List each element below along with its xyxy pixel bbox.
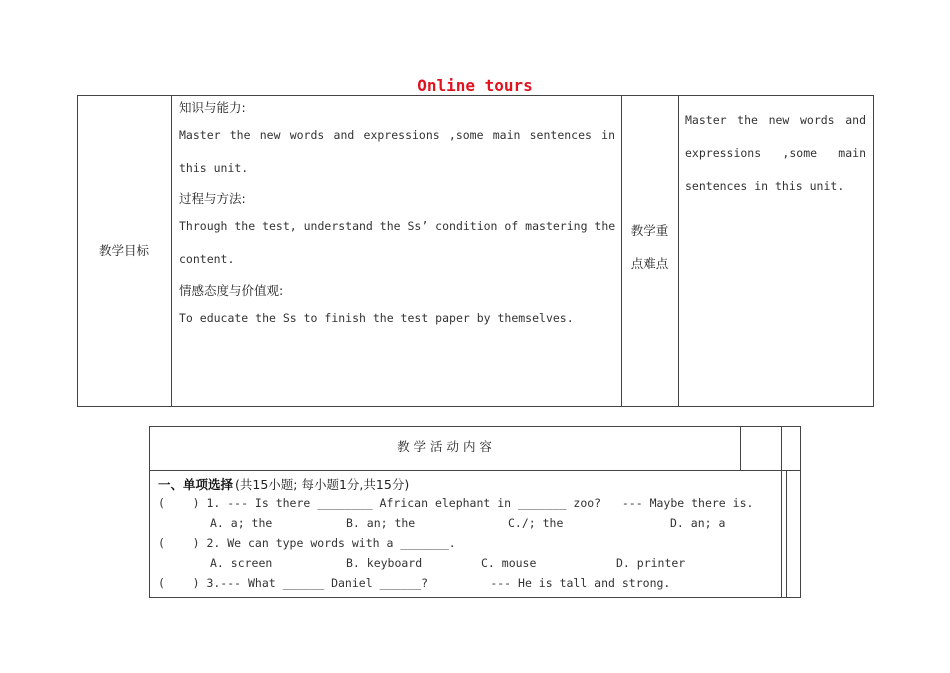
question-1-option-a: A. a; the	[210, 516, 273, 530]
activity-divider-a	[740, 426, 741, 471]
attitude-line-1: To educate the Ss to finish the test paper by themselves.	[179, 311, 574, 325]
key-points-line-1: Master the new words and	[685, 113, 866, 127]
question-1-stem: ( ) 1. --- Is there ________ African elephant in _______ zoo? --- Maybe there is.	[158, 496, 754, 510]
key-points-label-line-2: 点难点	[630, 256, 669, 271]
knowledge-line-1: Master the new words and expressions ,some main sentences in	[179, 128, 615, 142]
question-1-option-b: B. an; the	[346, 516, 416, 530]
attitude-heading: 情感态度与价值观:	[179, 283, 284, 298]
process-heading: 过程与方法:	[179, 191, 246, 206]
process-line-2: content.	[179, 252, 235, 266]
document-title: Online tours	[417, 76, 533, 95]
objectives-divider-3	[678, 95, 679, 407]
process-line-1: Through the test, understand the Ss’ condition of mastering the	[179, 219, 616, 233]
section-note: (共15小题; 每小题1分,共15分)	[235, 477, 410, 492]
question-1-option-d: D. an; a	[670, 516, 726, 530]
activity-divider-b	[781, 426, 782, 598]
activity-header-divider	[149, 470, 801, 471]
objectives-divider-1	[171, 95, 172, 407]
section-heading	[158, 474, 409, 493]
key-points-label-line-1: 教学重	[630, 223, 669, 238]
activity-header: 教 学 活 动 内 容	[397, 439, 492, 454]
question-2-option-a: A. screen	[210, 556, 273, 570]
key-points-line-2: expressions ,some main	[685, 146, 866, 160]
question-2-option-c: C. mouse	[481, 556, 537, 570]
question-2-option-b: B. keyboard	[346, 556, 423, 570]
question-3-stem: ( ) 3.--- What ______ Daniel ______? --- He is tall and strong.	[158, 576, 671, 590]
objectives-row-label: 教学目标	[98, 243, 149, 258]
section-title: 一、单项选择	[158, 477, 234, 492]
key-points-line-3: sentences in this unit.	[685, 179, 845, 193]
knowledge-line-2: this unit.	[179, 161, 249, 175]
activity-divider-c	[786, 470, 787, 598]
objectives-divider-2	[621, 95, 622, 407]
question-2-option-d: D. printer	[616, 556, 686, 570]
question-1-option-c: C./; the	[508, 516, 564, 530]
knowledge-heading: 知识与能力:	[179, 100, 246, 115]
question-2-stem: ( ) 2. We can type words with a _______.	[158, 536, 456, 550]
